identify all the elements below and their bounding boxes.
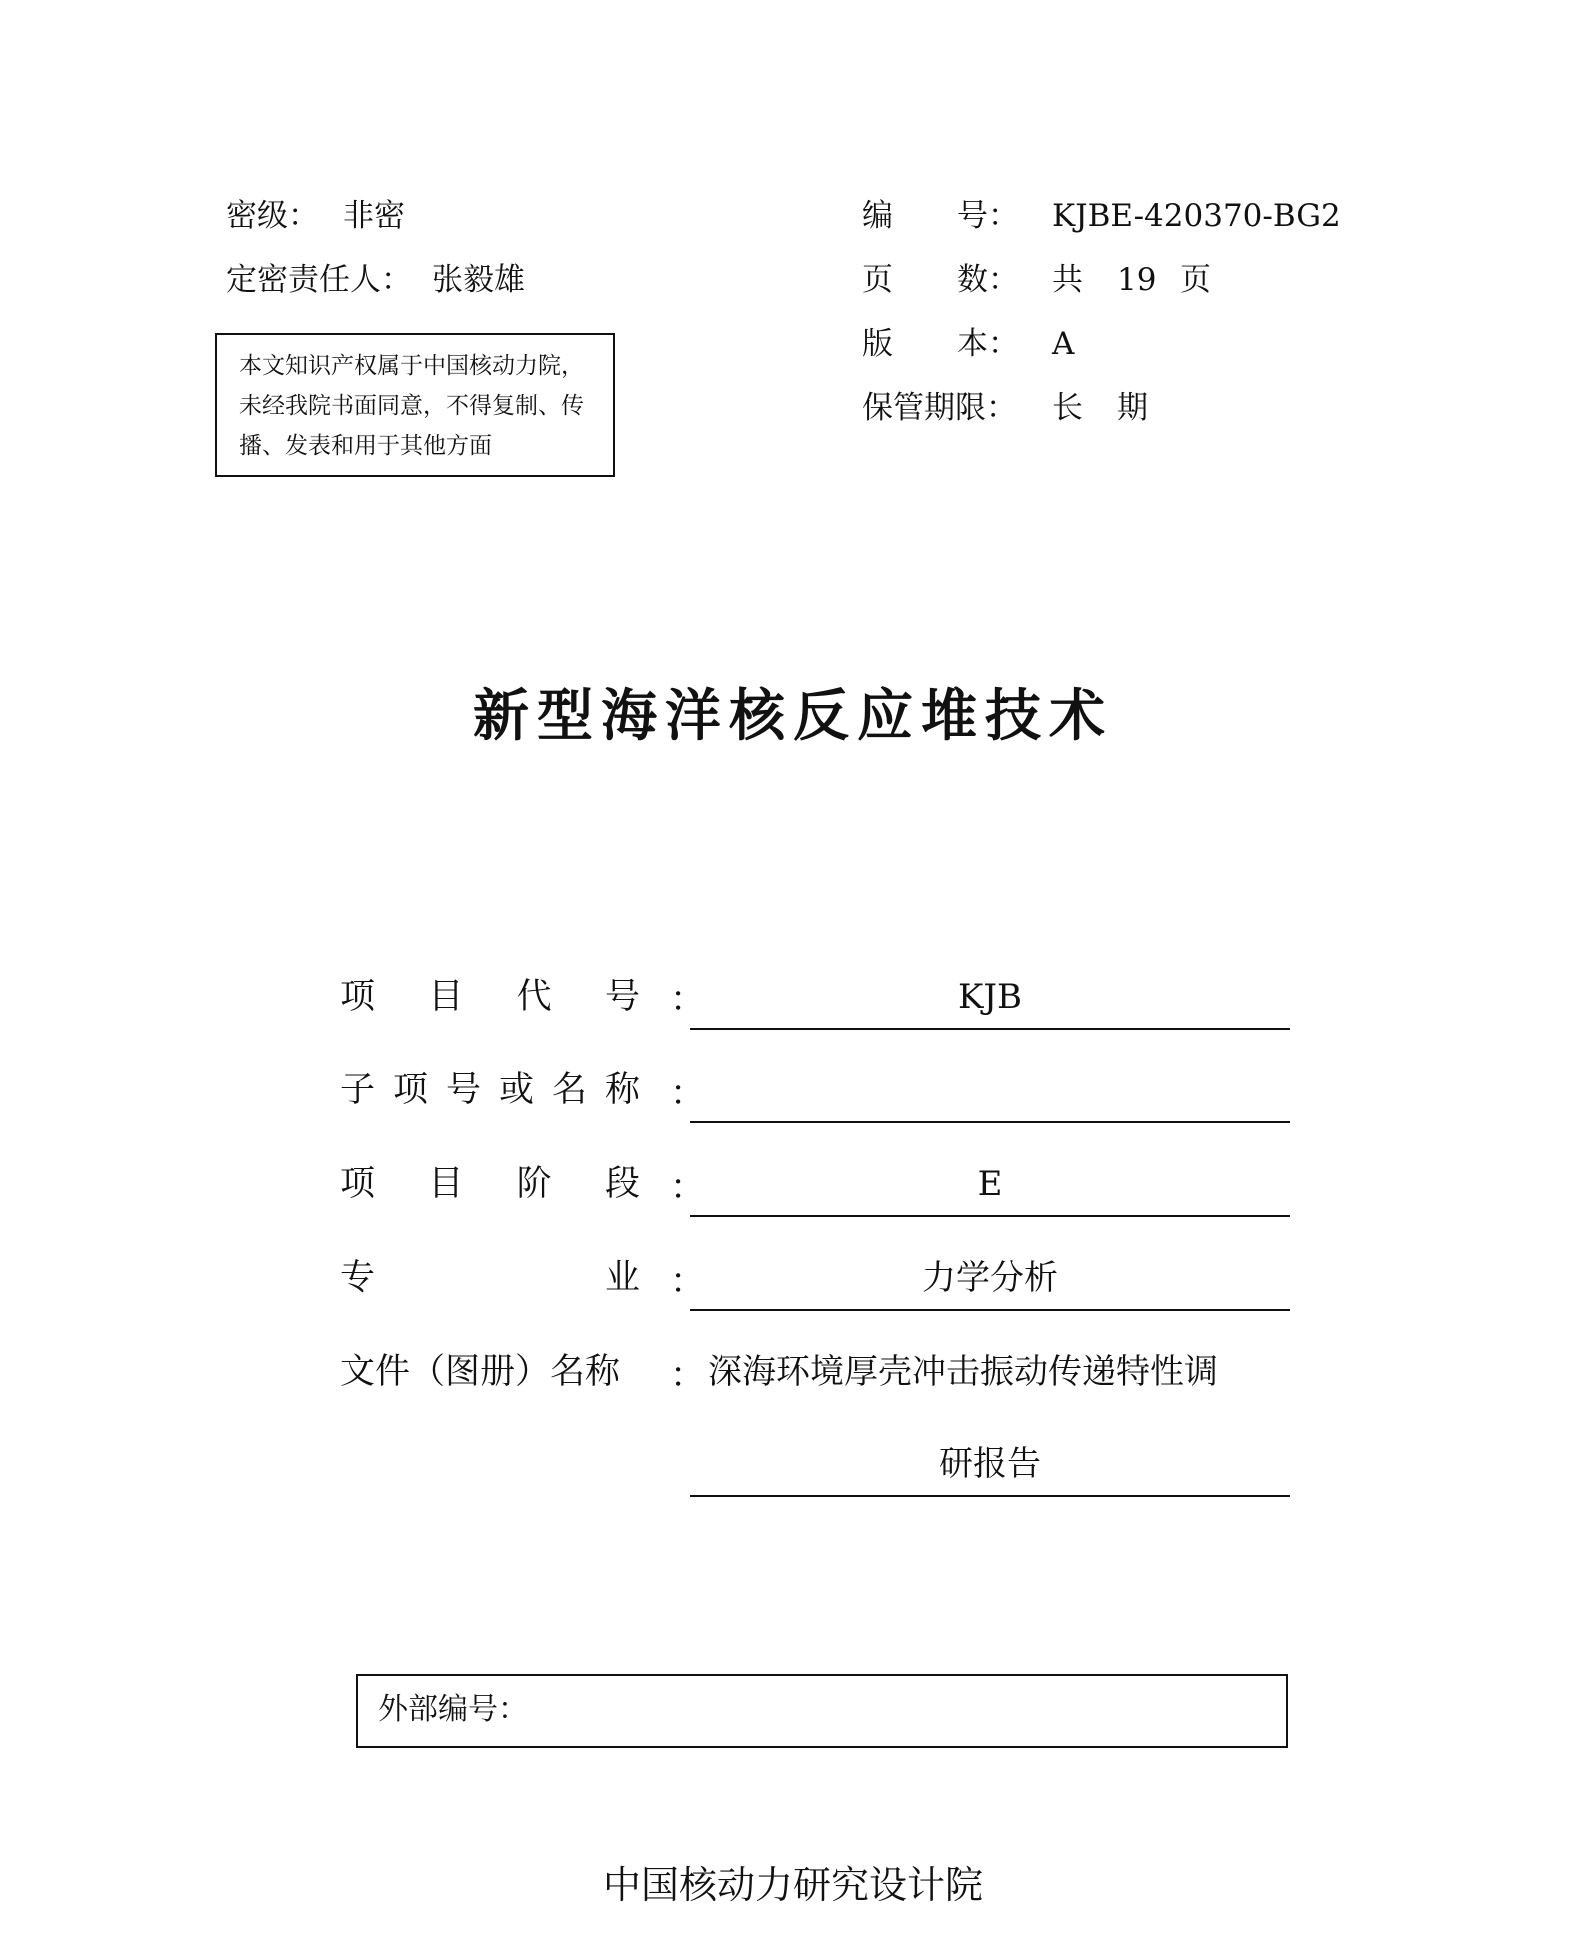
- external-number-box: [356, 1674, 1288, 1748]
- external-number-label: 外部编号：: [378, 1692, 528, 1727]
- responsible-person-label: 定密责任人：: [226, 262, 412, 298]
- file-name-value-line-2: 研报告: [939, 1444, 1041, 1484]
- project-stage-value: E: [977, 1164, 1003, 1204]
- discipline-label: 专业: [340, 1258, 640, 1298]
- project-stage-label: 项目阶段: [340, 1164, 640, 1204]
- classification-label: 密级：: [226, 198, 319, 234]
- page-count-prefix: 共: [1052, 262, 1083, 298]
- document-number-label-1: 编: [862, 198, 893, 234]
- discipline-value: 力学分析: [922, 1258, 1058, 1298]
- version-label-2: 本：: [957, 326, 1019, 362]
- retention-period-label: 保管期限：: [862, 390, 1017, 426]
- retention-period-value-1: 长: [1052, 390, 1083, 426]
- project-stage-underline: [690, 1215, 1290, 1217]
- file-name-underline: [690, 1495, 1290, 1497]
- discipline-colon: ：: [670, 1262, 706, 1302]
- project-stage-colon: ：: [670, 1168, 706, 1208]
- document-title: 新型海洋核反应堆技术: [473, 684, 1113, 749]
- version-label-1: 版: [862, 326, 893, 362]
- document-number-label-2: 号：: [957, 198, 1019, 234]
- project-code-colon: ：: [670, 980, 706, 1020]
- copyright-line-2: 未经我院书面同意，不得复制、传: [239, 393, 584, 419]
- copyright-line-1: 本文知识产权属于中国核动力院，: [239, 353, 584, 379]
- copyright-line-3: 播、发表和用于其他方面: [239, 433, 492, 459]
- document-number-value: KJBE-420370-BG2: [1052, 198, 1341, 234]
- subproject-underline: [690, 1121, 1290, 1123]
- version-value: A: [1052, 326, 1075, 362]
- project-code-value: KJB: [957, 977, 1022, 1017]
- page-count-value: 19: [1117, 262, 1157, 298]
- copyright-notice-box: [215, 333, 615, 477]
- project-code-label: 项目代号: [340, 977, 640, 1017]
- page-count-label-1: 页: [862, 262, 893, 298]
- file-name-colon: ：: [670, 1356, 706, 1396]
- file-name-value-line-1: 深海环境厚壳冲击振动传递特性调: [708, 1352, 1218, 1392]
- discipline-underline: [690, 1309, 1290, 1311]
- page-count-suffix: 页: [1180, 262, 1211, 298]
- organization-name: 中国核动力研究设计院: [602, 1863, 983, 1907]
- subproject-label: 子项号或名称: [340, 1070, 640, 1110]
- project-code-underline: [690, 1028, 1290, 1030]
- subproject-colon: ：: [670, 1074, 706, 1114]
- retention-period-value-2: 期: [1117, 390, 1148, 426]
- file-name-label: 文件（图册）名称: [340, 1352, 621, 1392]
- page-count-label-2: 数：: [957, 262, 1019, 298]
- responsible-person-value: 张毅雄: [432, 262, 525, 298]
- classification-value: 非密: [343, 198, 405, 234]
